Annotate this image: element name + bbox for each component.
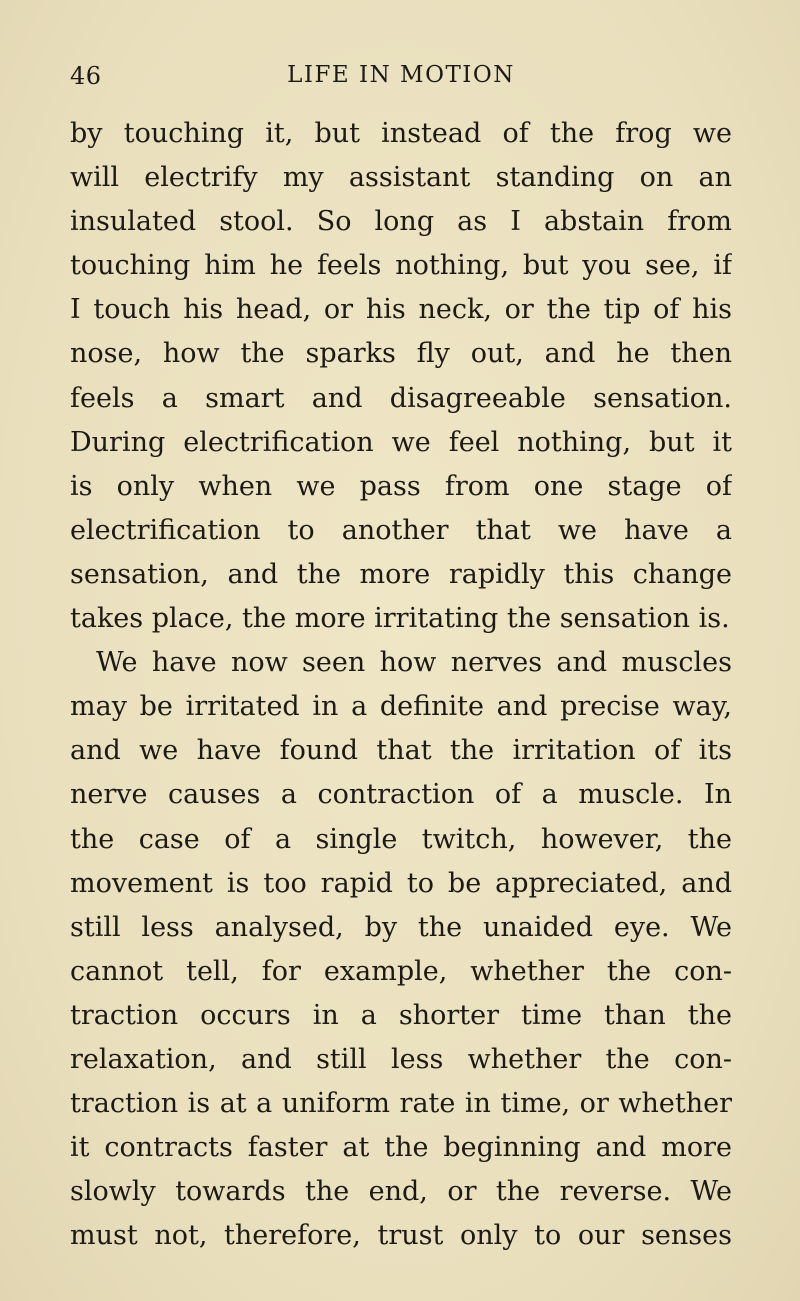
text-line: During electrification we feel nothing, but it — [70, 426, 732, 458]
text-line: traction occurs in a shorter time than the — [70, 999, 732, 1031]
text-line: cannot tell, for example, whether the con- — [70, 955, 732, 987]
text-line: nerve causes a contraction of a muscle. In — [70, 779, 732, 811]
text-line: may be irritated in a definite and precise way, — [70, 691, 732, 723]
text-line: movement is too rapid to be appreciated, and — [70, 867, 732, 899]
text-line: is only when we pass from one stage of — [70, 470, 732, 502]
text-line: relaxation, and still less whether the con- — [70, 1043, 732, 1075]
text-line: will electrify my assistant standing on an — [70, 162, 732, 194]
text-line: by touching it, but instead of the frog we — [70, 118, 732, 149]
text-line: still less analysed, by the unaided eye. We — [70, 911, 732, 943]
text-line: slowly towards the end, or the reverse. We — [70, 1176, 732, 1208]
text-line: insulated stool. So long as I abstain from — [70, 206, 732, 238]
text-line: the case of a single twitch, however, the — [70, 823, 732, 855]
text-line: I touch his head, or his neck, or the tip of his — [70, 294, 732, 326]
text-line: electrification to another that we have a — [70, 514, 732, 546]
page-number: 46 — [70, 62, 102, 90]
text-line: must not, therefore, trust only to our senses — [70, 1220, 732, 1252]
body-text — [70, 112, 732, 1258]
text-line: nose, how the sparks fly out, and he then — [70, 338, 732, 370]
text-line: it contracts faster at the beginning and more — [70, 1132, 732, 1164]
text-line: We have now seen how nerves and muscles — [96, 647, 732, 679]
text-line: touching him he feels nothing, but you see, if — [70, 250, 732, 282]
text-line: traction is at a uniform rate in time, or whether — [70, 1088, 732, 1120]
text-line: and we have found that the irritation of its — [70, 735, 732, 767]
text-line: sensation, and the more rapidly this change — [70, 558, 732, 590]
text-line: takes place, the more irritating the sensation is. — [70, 603, 730, 635]
page-header — [70, 62, 732, 96]
text-line: feels a smart and disagreeable sensation. — [70, 382, 732, 414]
running-title: LIFE IN MOTION — [287, 62, 515, 88]
